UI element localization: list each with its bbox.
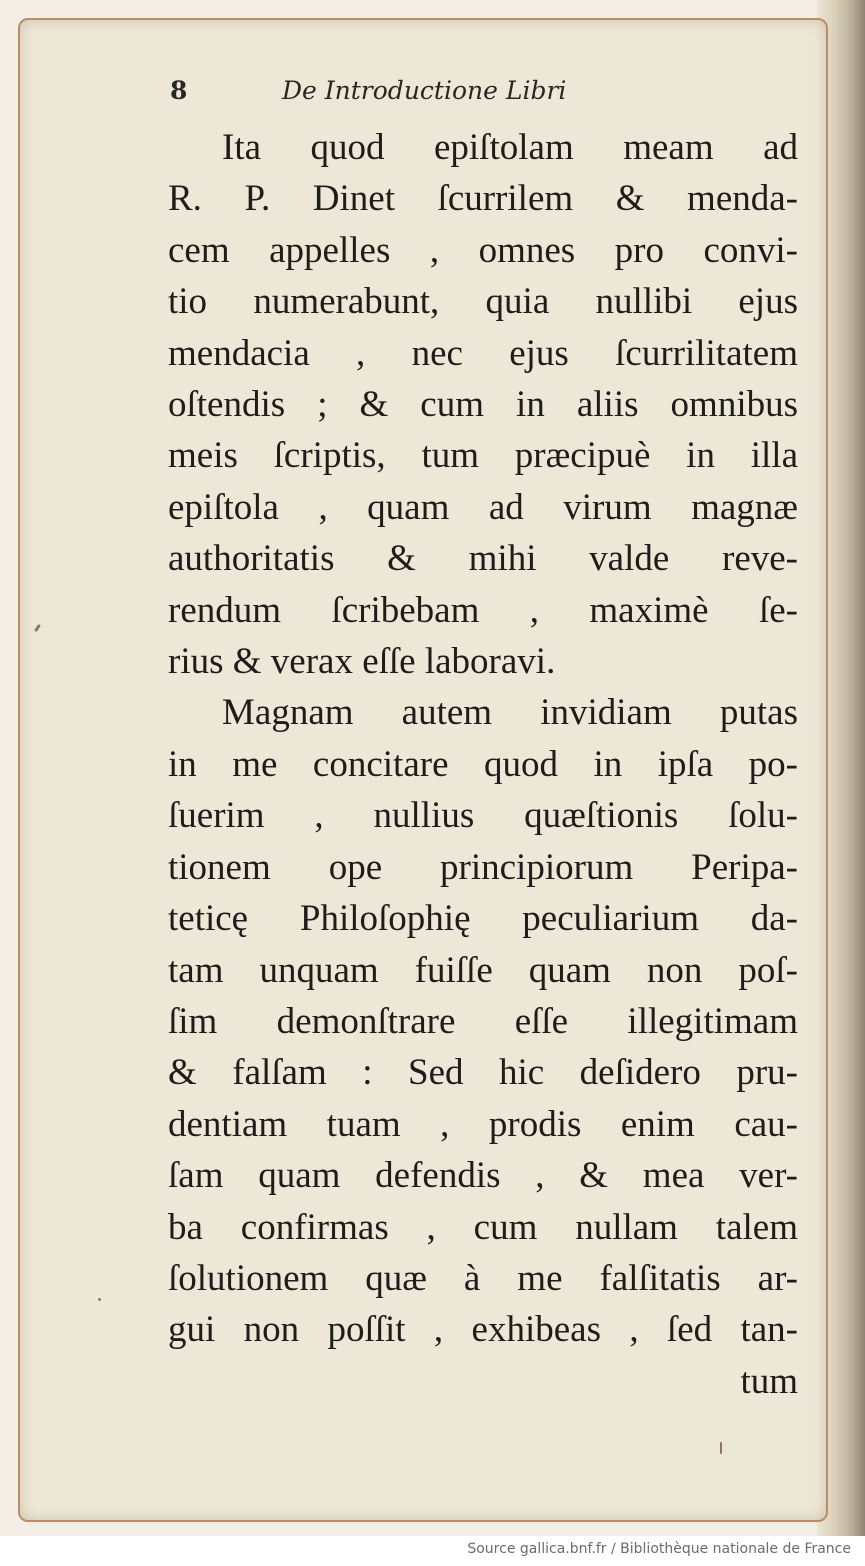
text-line: in me concitare quod in ipſa po-: [168, 743, 798, 785]
text-line: gui non poſſit , exhibeas , ſed tan-: [168, 1309, 798, 1351]
text-line: Magnam autem invidiam putas: [222, 692, 798, 734]
text-line: meis ſcriptis, tum præcipuè in illa: [168, 435, 798, 477]
text-line: rendum ſcribebam , maximè ſe-: [168, 589, 798, 631]
text-line: tionem ope principiorum Peripa-: [168, 846, 798, 888]
text-line: tio numerabunt, quia nullibi ejus: [168, 281, 798, 323]
text-line: tam unquam fuiſſe quam non poſ-: [168, 949, 798, 991]
text-line: ba confirmas , cum nullam talem: [168, 1206, 798, 1248]
text-line: dentiam tuam , prodis enim cau-: [168, 1103, 798, 1145]
text-line: teticę Philoſophię peculiarium da-: [168, 898, 798, 940]
text-line: & falſam : Sed hic deſidero pru-: [168, 1052, 798, 1094]
text-line: rius & verax eſſe laboravi.: [168, 641, 556, 683]
catchword: tum: [740, 1360, 798, 1402]
body-text: [168, 122, 798, 1407]
ink-speck: [720, 1442, 722, 1454]
text-line: Ita quod epiſtolam meam ad: [222, 127, 798, 168]
text-line: mendacia , nec ejus ſcurrilitatem: [168, 332, 798, 374]
page-number: 8: [170, 76, 188, 105]
text-line: ſam quam defendis , & mea ver-: [168, 1155, 798, 1197]
text-line: epiſtola , quam ad virum magnæ: [168, 486, 798, 528]
text-line: ſuerim , nullius quæſtionis ſolu-: [168, 795, 798, 837]
text-line: authoritatis & mihi valde reve-: [168, 538, 798, 580]
text-line: cem appelles , omnes pro convi-: [168, 229, 798, 271]
ink-speck: [98, 1298, 101, 1301]
text-line: oſtendis ; & cum in aliis omnibus: [168, 384, 798, 426]
running-head-title: De Introductione Libri: [282, 76, 567, 105]
text-line: ſim demonſtrare eſſe illegitimam: [168, 1000, 798, 1042]
text-line: R. P. Dinet ſcurrilem & menda-: [168, 178, 798, 220]
source-credit: Source gallica.bnf.fr / Bibliothèque nationale de France: [467, 1541, 851, 1557]
source-footer: [0, 1536, 865, 1566]
running-head: [170, 76, 650, 105]
text-line: ſolutionem quæ à me falſitatis ar-: [168, 1257, 798, 1299]
